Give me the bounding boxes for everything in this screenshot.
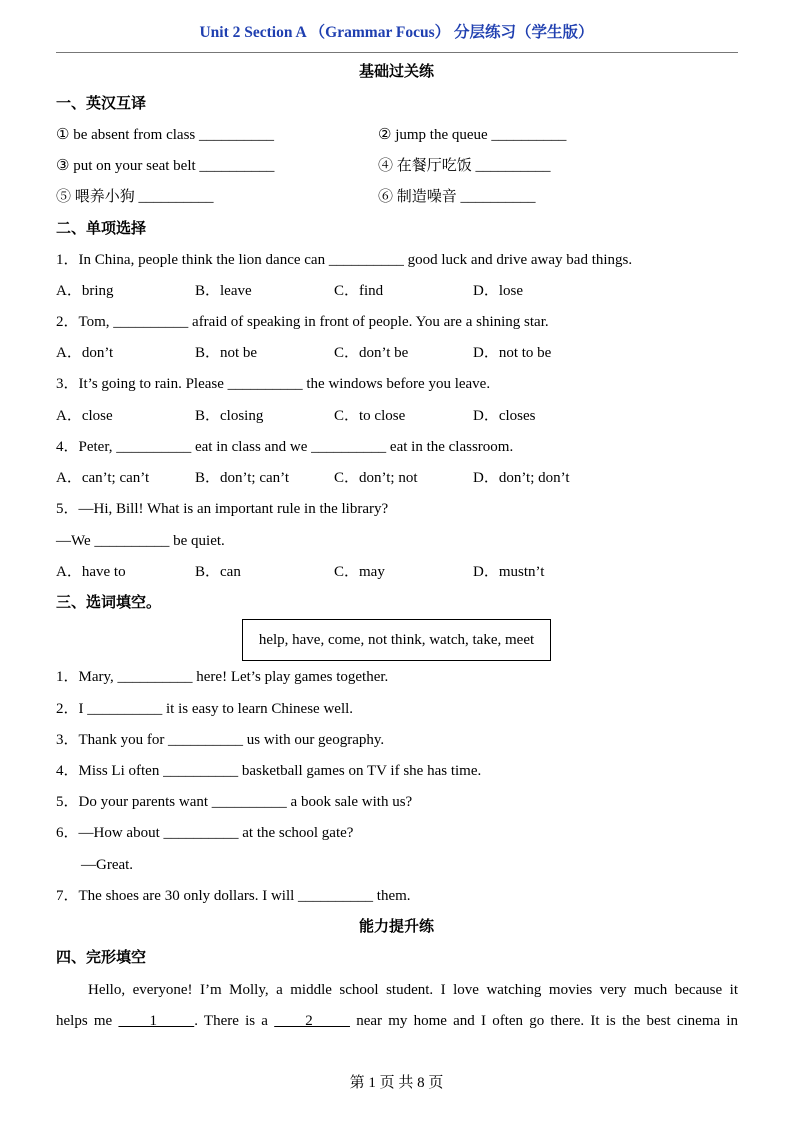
mc-q1-option-c: C．find	[334, 283, 384, 299]
mc-q3-option-b: B．closing	[195, 408, 264, 424]
fill-item-6-reply: —Great.	[81, 857, 134, 873]
mc-q2-option-a: A．don’t	[56, 345, 114, 361]
cloze-passage	[56, 980, 738, 1042]
section1-title: 一、英汉互译	[56, 96, 147, 112]
mc-question-1: 1．In China, people think the lion dance can __________ good luck and drive away bad things.	[56, 252, 633, 268]
part-title-basic: 基础过关练	[358, 64, 434, 80]
mc-q3-option-c: C．to close	[334, 408, 406, 424]
mc-q3-option-d: D．closes	[473, 408, 536, 424]
mc-q5-option-a: A．have to	[56, 564, 126, 580]
fill-item-2: 2．I __________ it is easy to learn Chinese well.	[56, 701, 354, 717]
translation-item-5: ⑤ 喂养小狗 __________	[56, 189, 214, 205]
mc-q5-option-d: D．mustn’t	[473, 564, 545, 580]
fill-item-5: 5．Do your parents want __________ a book sale with us?	[56, 794, 413, 810]
fill-item-6: 6．—How about __________ at the school gate?	[56, 825, 354, 841]
translation-item-2: ② jump the queue __________	[378, 127, 567, 143]
fill-item-7: 7．The shoes are 30 only dollars. I will __________ them.	[56, 888, 411, 904]
page-footer: 第 1 页 共 8 页	[349, 1075, 444, 1091]
cloze-text-b: . There is a	[194, 1013, 268, 1029]
part-title-advanced: 能力提升练	[358, 919, 434, 935]
mc-q5-option-b: B．can	[195, 564, 241, 580]
section2-title: 二、单项选择	[56, 221, 147, 237]
mc-q4-option-d: D．don’t; don’t	[473, 470, 570, 486]
cloze-blank-2: 2	[274, 1013, 350, 1029]
page-header-title: Unit 2 Section A （Grammar Focus） 分层练习（学生版）	[199, 24, 594, 41]
fill-item-1: 1．Mary, __________ here! Let’s play games together.	[56, 669, 389, 685]
mc-q4-option-c: C．don’t; not	[334, 470, 418, 486]
fill-item-3: 3．Thank you for __________ us with our geography.	[56, 732, 385, 748]
cloze-text-c: near my home and I often go there. It is the best cinema in	[356, 1013, 739, 1029]
section4-title: 四、完形填空	[56, 950, 147, 966]
mc-q5-option-c: C．may	[334, 564, 385, 580]
mc-q3-option-a: A．close	[56, 408, 113, 424]
mc-q2-option-c: C．don’t be	[334, 345, 409, 361]
mc-question-5: 5．—Hi, Bill! What is an important rule in the library?	[56, 501, 389, 517]
mc-question-4: 4．Peter, __________ eat in class and we __________ eat in the classroom.	[56, 439, 514, 455]
header-divider	[56, 52, 738, 53]
mc-question-3: 3．It’s going to rain. Please __________ the windows before you leave.	[56, 376, 491, 392]
mc-q2-option-b: B．not be	[195, 345, 258, 361]
mc-q1-option-d: D．lose	[473, 283, 523, 299]
cloze-line-2	[56, 1011, 738, 1042]
mc-question-2: 2．Tom, __________ afraid of speaking in front of people. You are a shining star.	[56, 314, 549, 330]
mc-q1-option-b: B．leave	[195, 283, 252, 299]
mc-q1-option-a: A．bring	[56, 283, 114, 299]
translation-item-1: ① be absent from class __________	[56, 127, 274, 143]
translation-item-3: ③ put on your seat belt __________	[56, 158, 275, 174]
translation-item-6: ⑥ 制造噪音 __________	[378, 189, 536, 205]
section3-title: 三、选词填空。	[56, 595, 162, 611]
translation-item-4: ④ 在餐厅吃饭 __________	[378, 158, 551, 174]
cloze-line-1: Hello, everyone! I’m Molly, a middle school student. I love watching movies very much because it	[88, 982, 738, 998]
word-bank-box: help, have, come, not think, watch, take, meet	[242, 619, 551, 661]
cloze-blank-1: 1	[118, 1013, 195, 1029]
mc-question-5-reply: —We __________ be quiet.	[56, 533, 225, 549]
fill-item-4: 4．Miss Li often __________ basketball games on TV if she has time.	[56, 763, 482, 779]
mc-q4-option-b: B．don’t; can’t	[195, 470, 290, 486]
mc-q4-option-a: A．can’t; can’t	[56, 470, 150, 486]
cloze-text-a: helps me	[56, 1013, 113, 1029]
mc-q2-option-d: D．not to be	[473, 345, 552, 361]
